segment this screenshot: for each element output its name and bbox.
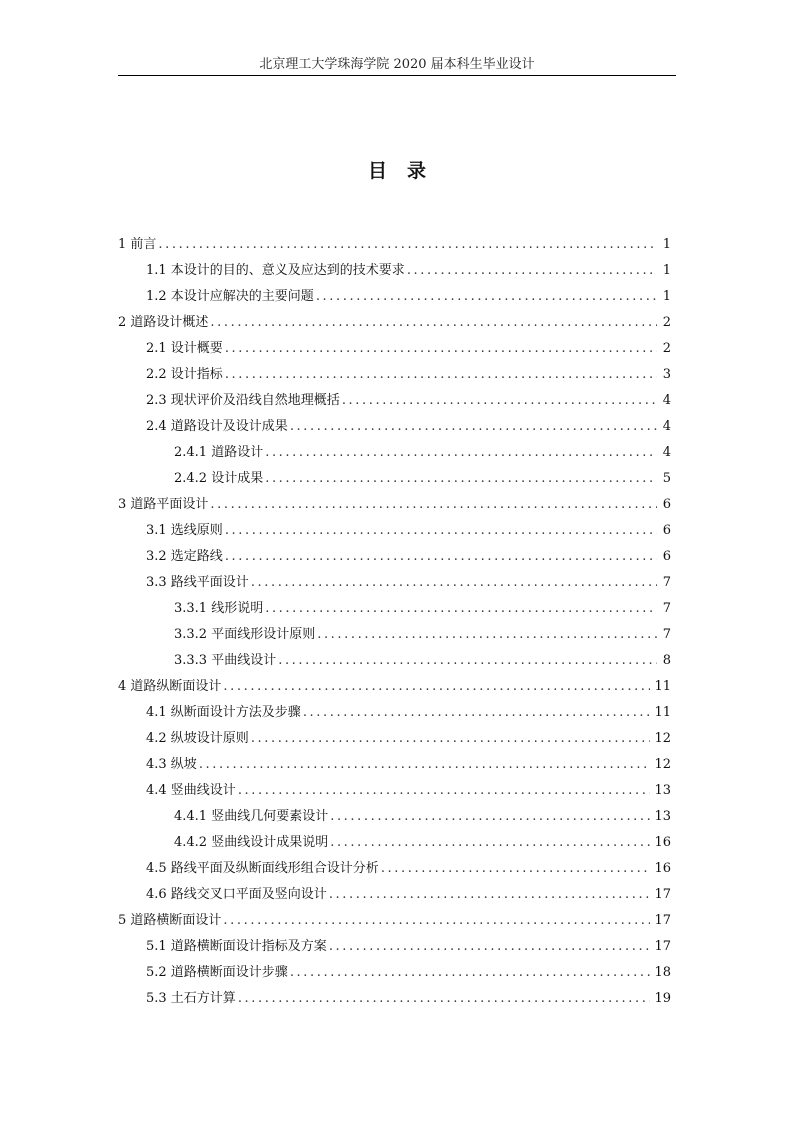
- toc-entry[interactable]: [118, 440, 671, 466]
- toc-entry-page-number: 17: [654, 939, 671, 954]
- toc-entry-label: 2.4.1 道路设计: [174, 445, 264, 460]
- toc-dot-leader: [199, 752, 651, 778]
- toc-entry[interactable]: [118, 388, 671, 414]
- toc-entry-label: 2 道路设计概述: [118, 315, 209, 330]
- toc-entry[interactable]: [118, 804, 671, 830]
- toc-entry-label: 5.2 道路横断面设计步骤: [146, 965, 288, 980]
- toc-entry[interactable]: [118, 752, 671, 778]
- toc-entry[interactable]: [118, 934, 671, 960]
- toc-entry[interactable]: [118, 492, 671, 518]
- toc-entry[interactable]: [118, 570, 671, 596]
- toc-entry[interactable]: [118, 830, 671, 856]
- toc-entry[interactable]: [118, 726, 671, 752]
- toc-entry-label: 4.4 竖曲线设计: [146, 783, 236, 798]
- toc-entry-label: 2.4 道路设计及设计成果: [146, 419, 288, 434]
- toc-dot-leader: [278, 648, 657, 674]
- toc-dot-leader: [223, 674, 650, 700]
- toc-entry-page-number: 16: [654, 861, 671, 876]
- toc-dot-leader: [210, 310, 657, 336]
- toc-entry-page-number: 12: [654, 731, 671, 746]
- toc-entry-label: 3.1 选线原则: [146, 523, 223, 538]
- toc-dot-leader: [329, 882, 651, 908]
- toc-entry-label: 5.3 土石方计算: [146, 991, 236, 1006]
- toc-entry-label: 4.4.2 竖曲线设计成果说明: [174, 835, 329, 850]
- toc-entry-label: 5.1 道路横断面设计指标及方案: [146, 939, 327, 954]
- toc-entry-label: 4.4.1 竖曲线几何要素设计: [174, 809, 329, 824]
- table-of-contents: [118, 232, 671, 1012]
- toc-dot-leader: [381, 856, 651, 882]
- toc-entry[interactable]: [118, 778, 671, 804]
- toc-dot-leader: [223, 908, 650, 934]
- toc-entry-page-number: 7: [662, 601, 671, 616]
- toc-entry-page-number: 1: [662, 237, 671, 252]
- toc-dot-leader: [316, 284, 657, 310]
- toc-entry-page-number: 19: [654, 991, 671, 1006]
- toc-entry-label: 4.1 纵断面设计方法及步骤: [146, 705, 301, 720]
- toc-entry-page-number: 6: [662, 523, 671, 538]
- toc-entry-page-number: 4: [662, 393, 671, 408]
- toc-entry-label: 4.5 路线平面及纵断面线形组合设计分析: [146, 861, 379, 876]
- toc-entry[interactable]: [118, 466, 671, 492]
- toc-entry[interactable]: [118, 232, 671, 258]
- toc-entry[interactable]: [118, 986, 671, 1012]
- toc-entry-label: 5 道路横断面设计: [118, 913, 222, 928]
- toc-entry[interactable]: [118, 622, 671, 648]
- toc-dot-leader: [210, 492, 657, 518]
- toc-dot-leader: [329, 934, 651, 960]
- toc-entry-page-number: 12: [654, 757, 671, 772]
- toc-entry-page-number: 8: [662, 653, 671, 668]
- toc-entry[interactable]: [118, 518, 671, 544]
- toc-entry-label: 3.3.2 平面线形设计原则: [174, 627, 316, 642]
- toc-entry-page-number: 18: [654, 965, 671, 980]
- toc-entry[interactable]: [118, 908, 671, 934]
- toc-entry-page-number: 11: [654, 705, 671, 720]
- toc-entry[interactable]: [118, 960, 671, 986]
- toc-entry-page-number: 17: [654, 887, 671, 902]
- toc-entry[interactable]: [118, 414, 671, 440]
- toc-entry-label: 4.3 纵坡: [146, 757, 197, 772]
- toc-entry[interactable]: [118, 882, 671, 908]
- toc-entry-page-number: 4: [662, 419, 671, 434]
- toc-dot-leader: [265, 596, 657, 622]
- toc-dot-leader: [225, 336, 657, 362]
- toc-entry-page-number: 5: [662, 471, 671, 486]
- toc-dot-leader: [238, 778, 651, 804]
- toc-entry-page-number: 4: [662, 445, 671, 460]
- toc-entry[interactable]: [118, 674, 671, 700]
- toc-entry[interactable]: [118, 648, 671, 674]
- toc-dot-leader: [342, 388, 657, 414]
- toc-dot-leader: [317, 622, 657, 648]
- toc-entry-page-number: 7: [662, 575, 671, 590]
- toc-entry-page-number: 13: [654, 809, 671, 824]
- toc-entry-label: 2.1 设计概要: [146, 341, 223, 356]
- page-header: 北京理工大学珠海学院 2020 届本科生毕业设计: [259, 57, 535, 72]
- toc-entry-label: 2.2 设计指标: [146, 367, 223, 382]
- toc-dot-leader: [265, 440, 657, 466]
- toc-dot-leader: [303, 700, 651, 726]
- toc-dot-leader: [407, 258, 657, 284]
- toc-entry-label: 3.3 路线平面设计: [146, 575, 249, 590]
- toc-dot-leader: [265, 466, 657, 492]
- toc-dot-leader: [158, 232, 657, 258]
- toc-entry-label: 3 道路平面设计: [118, 497, 209, 512]
- toc-entry-page-number: 6: [662, 497, 671, 512]
- toc-entry-page-number: 1: [662, 289, 671, 304]
- toc-dot-leader: [290, 960, 651, 986]
- toc-entry[interactable]: [118, 596, 671, 622]
- toc-dot-leader: [330, 830, 650, 856]
- toc-entry-label: 3.2 选定路线: [146, 549, 223, 564]
- toc-dot-leader: [251, 570, 657, 596]
- toc-entry-page-number: 17: [654, 913, 671, 928]
- toc-entry-label: 4.6 路线交叉口平面及竖向设计: [146, 887, 327, 902]
- toc-entry-page-number: 2: [662, 315, 671, 330]
- toc-entry-label: 3.3.3 平曲线设计: [174, 653, 277, 668]
- page-title: 目录: [367, 160, 446, 182]
- toc-entry-label: 2.4.2 设计成果: [174, 471, 264, 486]
- toc-entry-label: 4.2 纵坡设计原则: [146, 731, 249, 746]
- toc-dot-leader: [238, 986, 651, 1012]
- toc-entry[interactable]: [118, 856, 671, 882]
- toc-entry-label: 1.2 本设计应解决的主要问题: [146, 289, 314, 304]
- toc-entry-label: 3.3.1 线形说明: [174, 601, 264, 616]
- toc-entry[interactable]: [118, 284, 671, 310]
- toc-entry-label: 2.3 现状评价及沿线自然地理概括: [146, 393, 340, 408]
- toc-entry[interactable]: [118, 362, 671, 388]
- toc-entry[interactable]: [118, 544, 671, 570]
- toc-dot-leader: [225, 518, 657, 544]
- toc-entry-page-number: 7: [662, 627, 671, 642]
- toc-entry[interactable]: [118, 310, 671, 336]
- toc-entry[interactable]: [118, 336, 671, 362]
- toc-entry-label: 1 前言: [118, 237, 157, 252]
- toc-entry-label: 1.1 本设计的目的、意义及应达到的技术要求: [146, 263, 405, 278]
- toc-dot-leader: [225, 362, 657, 388]
- toc-dot-leader: [330, 804, 650, 830]
- toc-dot-leader: [225, 544, 657, 570]
- toc-entry-page-number: 13: [654, 783, 671, 798]
- toc-entry-page-number: 6: [662, 549, 671, 564]
- toc-entry[interactable]: [118, 700, 671, 726]
- toc-entry-page-number: 2: [662, 341, 671, 356]
- toc-dot-leader: [251, 726, 651, 752]
- toc-entry-page-number: 11: [654, 679, 671, 694]
- toc-entry-page-number: 16: [654, 835, 671, 850]
- toc-dot-leader: [290, 414, 657, 440]
- toc-entry-page-number: 1: [662, 263, 671, 278]
- header-divider: [118, 75, 676, 76]
- toc-entry-label: 4 道路纵断面设计: [118, 679, 222, 694]
- toc-entry-page-number: 3: [662, 367, 671, 382]
- toc-entry[interactable]: [118, 258, 671, 284]
